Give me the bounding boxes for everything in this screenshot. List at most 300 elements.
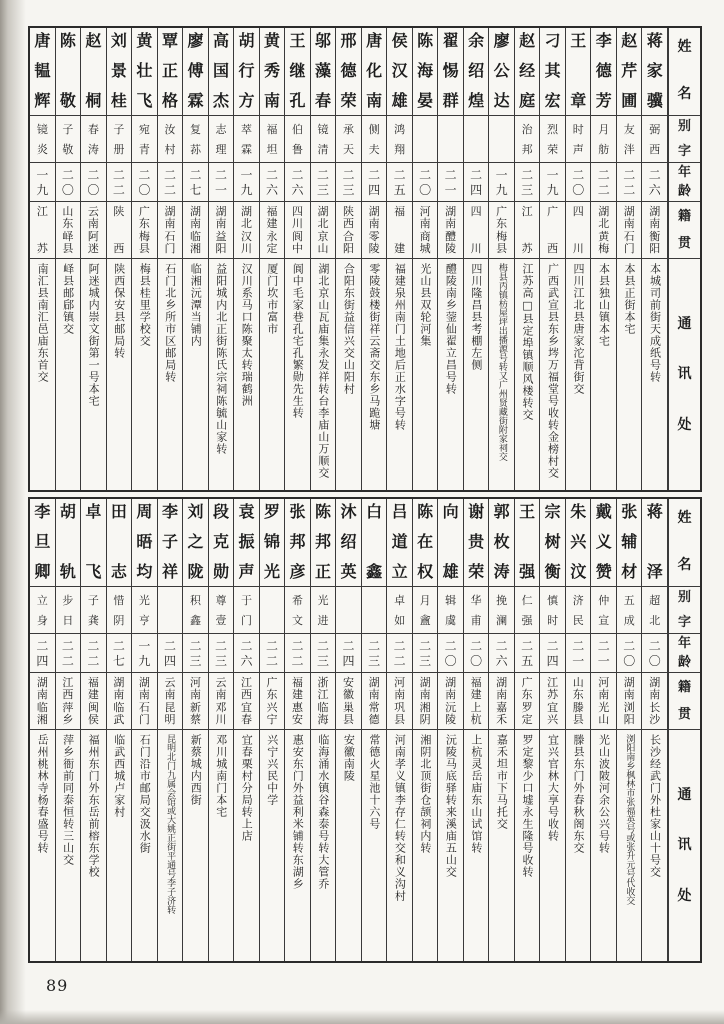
char: 南	[189, 217, 201, 231]
person-column	[540, 28, 566, 490]
name-cell	[260, 28, 285, 116]
header-name	[669, 28, 700, 116]
address-cell	[311, 730, 336, 961]
char: 湖	[138, 676, 150, 689]
char: 福	[394, 205, 406, 218]
char: 海	[417, 61, 434, 80]
name-cell	[362, 499, 387, 587]
age-cell	[566, 163, 591, 202]
char: 超	[649, 593, 661, 607]
address-cell	[489, 730, 514, 961]
name-cell	[336, 499, 361, 587]
char: 江	[62, 676, 74, 689]
address-text: 萍乡衙前同泰恒转三山交	[61, 734, 75, 866]
char: 河	[189, 676, 201, 689]
address-cell	[438, 259, 463, 490]
char: 祥	[161, 562, 178, 581]
char: 二	[648, 638, 661, 653]
char: 二	[240, 638, 253, 653]
courtesy-name-cell	[311, 116, 336, 163]
char: 涛	[87, 142, 99, 156]
courtesy-name-cell	[81, 587, 106, 634]
native-place-cell	[260, 673, 285, 730]
char: 二	[291, 653, 304, 668]
char: 陵	[368, 241, 380, 255]
char: 二	[495, 638, 508, 653]
char: 正	[315, 562, 332, 581]
courtesy-name-cell	[362, 587, 387, 634]
char: 志	[110, 562, 127, 581]
person-column	[336, 499, 362, 961]
char: 荣	[468, 562, 485, 581]
name-cell	[362, 28, 387, 116]
char: 六	[266, 182, 279, 197]
age-cell	[56, 634, 81, 673]
age-cell	[464, 634, 489, 673]
char: 二	[470, 638, 483, 653]
name-cell	[209, 28, 234, 116]
header-native-place	[669, 673, 700, 730]
char: 东	[496, 217, 508, 231]
char: 建	[292, 688, 304, 702]
person-column	[56, 28, 82, 490]
name-cell	[387, 28, 412, 116]
char: 年	[677, 636, 691, 651]
char: 沙	[649, 712, 661, 726]
char: 西	[649, 142, 661, 156]
char: 李	[161, 502, 178, 521]
char: 声	[572, 142, 584, 156]
char: 义	[595, 532, 612, 551]
name-cell	[56, 499, 81, 587]
char: 山	[572, 676, 584, 689]
char: 北	[317, 217, 329, 231]
courtesy-name-cell	[234, 116, 259, 163]
char: 九	[36, 182, 49, 197]
char: 二	[317, 638, 330, 653]
char: 福	[292, 676, 304, 689]
char: 飞	[136, 91, 153, 110]
char: 梅	[138, 229, 150, 243]
name-cell	[489, 499, 514, 587]
char: 赵	[621, 31, 638, 50]
char: 通	[677, 316, 692, 333]
char: 二	[444, 638, 457, 653]
courtesy-name-cell	[540, 587, 565, 634]
char: 别	[677, 119, 691, 134]
name-cell	[285, 499, 310, 587]
char: 门	[240, 613, 252, 627]
address-text: 湖北京山瓦庙集永发祥转台李庙山万顺交	[316, 263, 330, 479]
char: 湖	[215, 205, 227, 218]
char: 零	[368, 229, 380, 243]
courtesy-name-cell	[413, 587, 438, 634]
age-cell	[107, 163, 132, 202]
char: 江	[36, 205, 48, 218]
char: 东	[266, 688, 278, 702]
address-cell	[362, 259, 387, 490]
char: 群	[442, 91, 459, 110]
char: 东	[521, 688, 533, 702]
char: 浏	[623, 700, 635, 714]
char: 定	[266, 241, 278, 255]
native-place-cell	[311, 673, 336, 730]
age-cell	[132, 634, 157, 673]
age-cell	[387, 163, 412, 202]
char: 步	[62, 593, 74, 607]
address-text: 阿迷城内崇文街第一号本宅	[87, 263, 101, 407]
age-cell	[285, 163, 310, 202]
name-cell	[183, 28, 208, 116]
char: 京	[317, 229, 329, 243]
person-column	[642, 499, 668, 961]
char: 中	[292, 241, 304, 255]
char: 梅	[496, 229, 508, 243]
char: 福	[266, 122, 278, 136]
char: 国	[212, 61, 229, 80]
char: 县	[138, 241, 150, 255]
char: 一	[240, 167, 253, 182]
char: 七	[189, 182, 202, 197]
char: 达	[493, 91, 510, 110]
char: 陈	[315, 502, 332, 521]
char: 二	[393, 638, 406, 653]
age-cell	[107, 634, 132, 673]
char: 挽	[496, 593, 508, 607]
address-cell	[336, 259, 361, 490]
courtesy-name-cell	[336, 587, 361, 634]
char: 川	[470, 242, 482, 255]
char: 巩	[394, 700, 406, 714]
person-column	[489, 499, 515, 961]
courtesy-name-cell	[30, 116, 55, 163]
courtesy-name-cell	[489, 116, 514, 163]
char: 月	[598, 122, 610, 136]
char: 天	[343, 142, 355, 156]
char: 闽	[87, 700, 99, 714]
char: 均	[136, 562, 153, 581]
person-column	[260, 28, 286, 490]
courtesy-name-cell	[642, 116, 667, 163]
char: 二	[266, 638, 279, 653]
char: 沐	[340, 502, 357, 521]
char: 二	[61, 167, 74, 182]
name-cell	[642, 28, 667, 116]
char: 泮	[623, 142, 635, 156]
char: 二	[112, 167, 125, 182]
char: 四	[368, 182, 381, 197]
courtesy-name-cell	[285, 587, 310, 634]
native-place-cell	[515, 202, 540, 259]
char: 福	[470, 676, 482, 689]
native-place-cell	[183, 202, 208, 259]
native-place-cell	[413, 673, 438, 730]
char: 二	[393, 167, 406, 182]
name-cell	[285, 28, 310, 116]
char: 三	[342, 182, 355, 197]
char: 益	[215, 229, 227, 243]
char: 霖	[240, 142, 252, 156]
person-column	[413, 28, 439, 490]
char: 陇	[187, 562, 204, 581]
char: 县	[343, 712, 355, 726]
address-text: 湘阴北顶街仓颉祠内转	[418, 734, 432, 854]
char: 二	[266, 167, 279, 182]
name-cell	[617, 499, 642, 587]
char: 张	[621, 502, 638, 521]
person-column	[540, 499, 566, 961]
name-cell	[413, 499, 438, 587]
char: 石	[138, 700, 150, 714]
courtesy-name-cell	[515, 587, 540, 634]
char: 邓	[215, 700, 227, 714]
char: 理	[215, 142, 227, 156]
courtesy-name-cell	[209, 587, 234, 634]
char: 汉	[391, 61, 408, 80]
char: 嘉	[496, 700, 508, 714]
char: 蒋	[646, 502, 663, 521]
char: 赵	[519, 31, 536, 50]
native-place-cell	[158, 673, 183, 730]
char: 南	[445, 217, 457, 231]
char: 时	[572, 122, 584, 136]
char: 德	[340, 61, 357, 80]
char: 石	[623, 229, 635, 243]
courtesy-name-cell	[285, 116, 310, 163]
native-place-cell	[183, 673, 208, 730]
char: 绍	[340, 532, 357, 551]
name-cell	[540, 28, 565, 116]
person-column	[617, 28, 643, 490]
name-cell	[464, 499, 489, 587]
char: 桂	[110, 91, 127, 110]
char: 字	[677, 615, 691, 630]
char: 权	[417, 562, 434, 581]
directory-table-top	[28, 26, 702, 492]
char: 卓	[394, 593, 406, 607]
char: 门	[164, 241, 176, 255]
char: 广	[547, 205, 559, 218]
char: 南	[215, 688, 227, 702]
char: 二	[572, 638, 585, 653]
char: 高	[212, 31, 229, 50]
char: 七	[112, 653, 125, 668]
char: 一	[138, 638, 151, 653]
char: 杰	[212, 91, 229, 110]
name-cell	[336, 28, 361, 116]
address-text: 合阳东街益信兴交山阳村	[342, 263, 356, 395]
char: 陕	[113, 205, 125, 218]
name-cell	[107, 499, 132, 587]
char: 湖	[649, 676, 661, 689]
char: 江	[521, 205, 533, 218]
age-cell	[30, 634, 55, 673]
char: 克	[212, 532, 229, 551]
person-column	[209, 28, 235, 490]
char: 旦	[34, 532, 51, 551]
char: 九	[495, 182, 508, 197]
native-place-cell	[158, 202, 183, 259]
char: 籍	[677, 680, 691, 695]
char: 圃	[621, 91, 638, 110]
address-cell	[336, 730, 361, 961]
age-cell	[132, 163, 157, 202]
char: 雄	[442, 562, 459, 581]
char: 行	[238, 61, 255, 80]
native-place-cell	[464, 202, 489, 259]
person-column	[132, 499, 158, 961]
char: 安	[292, 712, 304, 726]
char: 烈	[547, 122, 559, 136]
char: 二	[521, 638, 534, 653]
address-cell	[30, 730, 55, 961]
courtesy-name-cell	[413, 116, 438, 163]
header-courtesy-name	[669, 116, 700, 163]
char: 〇	[138, 182, 151, 197]
age-cell	[56, 163, 81, 202]
native-place-cell	[489, 202, 514, 259]
char: 二	[138, 167, 151, 182]
header-address	[669, 259, 700, 490]
char: 徽	[343, 688, 355, 702]
char: 上	[470, 700, 482, 714]
char: 子	[62, 122, 74, 136]
char: 鑫	[366, 562, 383, 581]
person-column	[311, 499, 337, 961]
char: 名	[677, 86, 692, 102]
native-place-cell	[30, 202, 55, 259]
char: 册	[113, 142, 125, 156]
char: 〇	[61, 182, 74, 197]
age-cell	[515, 163, 540, 202]
char: 声	[238, 562, 255, 581]
char: 树	[544, 532, 561, 551]
char: 云	[87, 205, 99, 218]
char: 山	[317, 241, 329, 255]
age-cell	[336, 634, 361, 673]
person-column	[285, 28, 311, 490]
address-text: 常德火星池十六号	[367, 734, 381, 830]
char: 朱	[570, 502, 587, 521]
char: 兴	[266, 700, 278, 714]
person-column	[362, 28, 388, 490]
char: 胡	[59, 502, 76, 521]
char: 二	[546, 638, 559, 653]
char: 镜	[36, 122, 48, 136]
char: 年	[677, 165, 691, 180]
name-cell	[132, 499, 157, 587]
char: 宣	[598, 613, 610, 627]
char: 惕	[442, 61, 459, 80]
char: 光	[317, 593, 329, 607]
char: 建	[87, 688, 99, 702]
char: 一	[572, 653, 585, 668]
name-cell	[413, 28, 438, 116]
char: 骥	[646, 91, 663, 110]
person-column	[515, 28, 541, 490]
char: 一	[444, 182, 457, 197]
person-column	[591, 28, 617, 490]
person-column	[260, 499, 286, 961]
char: 六	[291, 182, 304, 197]
char: 济	[572, 593, 584, 607]
address-text: 滕县东门外春秋阁东交	[571, 734, 585, 854]
char: 邦	[315, 532, 332, 551]
char: 南	[366, 91, 383, 110]
char: 迷	[87, 241, 99, 255]
age-cell	[515, 634, 540, 673]
native-place-cell	[617, 673, 642, 730]
address-text: 四川江北县唐家沱背街交	[571, 263, 585, 395]
address-text: 岳州桃林寺杨春盛号转	[36, 734, 50, 854]
char: 湖	[317, 205, 329, 218]
char: 广	[138, 205, 150, 218]
native-place-cell	[642, 673, 667, 730]
char: 汶	[570, 562, 587, 581]
courtesy-name-cell	[56, 116, 81, 163]
age-cell	[209, 634, 234, 673]
address-text: 福州东门外东岳前榕东学校	[87, 734, 101, 878]
native-place-cell	[209, 202, 234, 259]
char: 英	[340, 562, 357, 581]
address-text: 醴陵南乡蓥仙翟立昌号转	[444, 263, 458, 395]
char: 惜	[113, 593, 125, 607]
char: 二	[214, 167, 227, 182]
char: 四	[163, 653, 176, 668]
char: 处	[677, 887, 692, 904]
char: 立	[36, 593, 48, 607]
char: 二	[597, 182, 610, 197]
char: 〇	[572, 182, 585, 197]
address-cell	[81, 259, 106, 490]
char: 宛	[138, 122, 150, 136]
char: 二	[291, 638, 304, 653]
char: 湖	[445, 676, 457, 689]
char: 新	[189, 700, 201, 714]
char: 二	[266, 653, 279, 668]
char: 格	[161, 91, 178, 110]
char: 廖	[187, 31, 204, 50]
char: 材	[621, 562, 638, 581]
char: 澜	[496, 613, 508, 627]
char: 二	[87, 638, 100, 653]
char: 滕	[572, 700, 584, 714]
courtesy-name-cell	[566, 587, 591, 634]
char: 〇	[470, 653, 483, 668]
char: 阳	[623, 712, 635, 726]
char: 宁	[266, 712, 278, 726]
char: 临	[113, 700, 125, 714]
char: 二	[189, 638, 202, 653]
char: 湖	[623, 205, 635, 218]
char: 姓	[677, 510, 692, 526]
char: 村	[164, 142, 176, 156]
char: 侧	[368, 122, 380, 136]
address-cell	[362, 730, 387, 961]
char: 之	[187, 532, 204, 551]
char: 轨	[59, 562, 76, 581]
char: 东	[138, 217, 150, 231]
address-cell	[540, 730, 565, 961]
char: 晏	[417, 91, 434, 110]
native-place-cell	[209, 673, 234, 730]
char: 萍	[62, 700, 74, 714]
char: 姓	[677, 39, 692, 55]
address-cell	[260, 259, 285, 490]
name-cell	[30, 499, 55, 587]
name-cell	[515, 28, 540, 116]
char: 阳	[343, 241, 355, 255]
